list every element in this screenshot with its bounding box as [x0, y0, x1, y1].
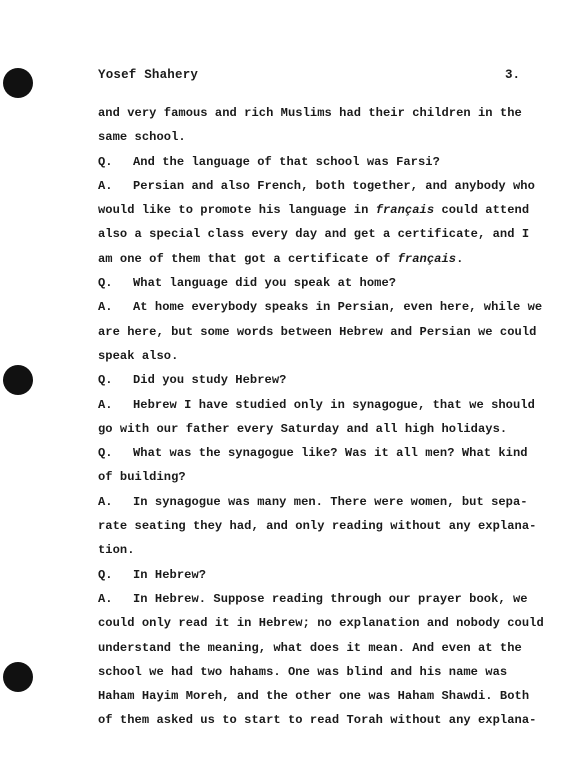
- transcript-line: [98, 587, 528, 611]
- transcript-line: [98, 708, 537, 732]
- transcript-line: [98, 490, 528, 514]
- transcript-line: [98, 344, 528, 368]
- line-text: tion.: [98, 543, 135, 558]
- line-text: of them asked us to start to read Torah without any explana-: [98, 713, 537, 728]
- line-text: am one of them that got a certificate of: [98, 251, 398, 266]
- line-text: and very famous and rich Muslims had their children in the: [98, 106, 522, 120]
- transcript-line: [98, 320, 537, 344]
- line-text: Did you study Hebrew?: [133, 373, 287, 388]
- transcript-line: [98, 150, 528, 174]
- line-text: could only read it in Hebrew; no explanation and nobody could: [98, 616, 544, 631]
- transcript-line: [98, 198, 528, 222]
- answer-marker: A.: [98, 494, 113, 509]
- question-marker: Q.: [98, 276, 113, 291]
- transcript-line: [98, 393, 535, 417]
- transcript-line: [98, 563, 528, 587]
- question-marker: Q.: [98, 373, 113, 388]
- line-text: In Hebrew?: [133, 567, 207, 582]
- transcript-line: [98, 125, 528, 149]
- line-text: school we had two hahams. One was blind and his name was: [98, 664, 508, 679]
- line-text: Persian and also French, both together, and anybody who: [133, 178, 535, 193]
- line-text: Haham Hayim Moreh, and the other one was Haham Shawdi. Both: [98, 689, 530, 704]
- transcript-line: [98, 101, 528, 125]
- page-number: 3.: [505, 68, 521, 82]
- line-text: understand the meaning, what does it mean. And even at the: [98, 640, 522, 655]
- page-header-name: Yosef Shahery: [98, 68, 199, 82]
- binder-hole-bottom: [3, 662, 33, 692]
- question-marker: Q.: [98, 154, 113, 169]
- line-text: same school.: [98, 130, 186, 145]
- transcript-line: [98, 514, 537, 538]
- line-text: In synagogue was many men. There were women, but sepa-: [133, 494, 528, 509]
- line-text: speak also.: [98, 348, 179, 363]
- foreign-word: français: [397, 251, 457, 266]
- line-text: could attend: [434, 203, 530, 218]
- transcript-line: [98, 684, 528, 708]
- line-text: also a special class every day and get a certificate, and I: [98, 227, 530, 242]
- transcript-line: [98, 247, 528, 271]
- line-text: At home everybody speaks in Persian, even here, while we: [133, 300, 543, 315]
- line-text: What language did you speak at home?: [133, 276, 397, 291]
- question-marker: Q.: [98, 446, 113, 461]
- transcript-line: [98, 636, 528, 660]
- transcript-line: [98, 538, 528, 562]
- line-text: of building?: [98, 470, 186, 485]
- line-text: And the language of that school was Farsi?: [133, 154, 440, 169]
- answer-marker: A.: [98, 178, 113, 193]
- line-text: What was the synagogue like? Was it all men? What kind: [133, 446, 528, 461]
- transcript-line: [98, 465, 528, 489]
- transcript-line: [98, 368, 528, 392]
- binder-hole-middle: [3, 365, 33, 395]
- answer-marker: A.: [98, 397, 113, 412]
- answer-marker: A.: [98, 300, 113, 315]
- transcript-line: [98, 417, 528, 441]
- line-text: are here, but some words between Hebrew and Persian we could: [98, 324, 537, 339]
- transcript-line: [98, 271, 528, 295]
- line-text: .: [456, 251, 464, 266]
- transcript-line: [98, 222, 528, 246]
- transcript-line: [98, 611, 544, 635]
- line-text: rate seating they had, and only reading without any explana-: [98, 519, 537, 534]
- transcript-body: [98, 101, 544, 733]
- transcript-line: [98, 441, 528, 465]
- transcript-line: [98, 295, 543, 319]
- question-marker: Q.: [98, 567, 113, 582]
- line-text: go with our father every Saturday and all high holidays.: [98, 421, 508, 436]
- line-text: would like to promote his language in: [98, 203, 376, 218]
- answer-marker: A.: [98, 591, 113, 606]
- line-text: Hebrew I have studied only in synagogue, that we should: [133, 397, 535, 412]
- line-text: In Hebrew. Suppose reading through our prayer book, we: [133, 591, 528, 606]
- transcript-line: [98, 174, 535, 198]
- binder-hole-top: [3, 68, 33, 98]
- foreign-word: français: [375, 203, 435, 218]
- transcript-line: [98, 660, 528, 684]
